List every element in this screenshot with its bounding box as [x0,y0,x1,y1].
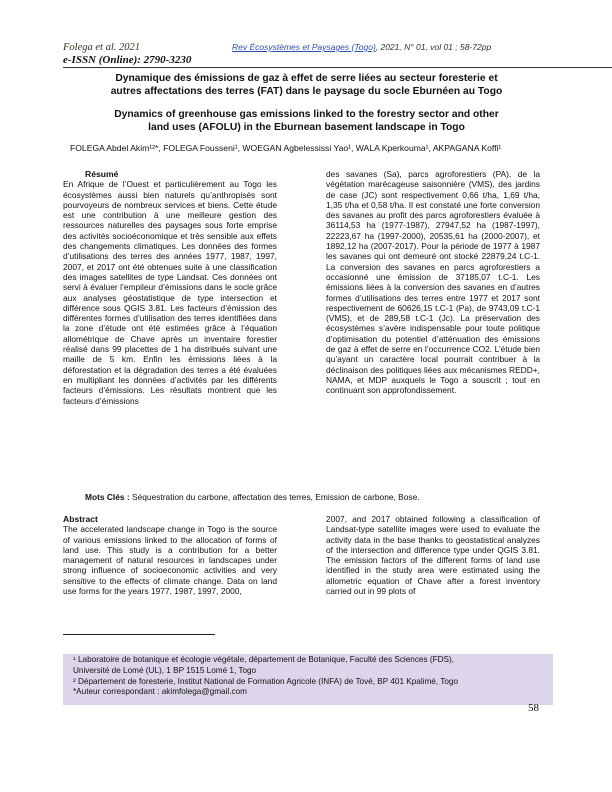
volume-info: , 2021, N° 01, vol 01 ; 58-72pp [375,42,492,52]
keywords [85,492,420,502]
keywords-label: Mots Clés : [85,492,130,502]
journal-link[interactable]: Rev Écosystèmes et Paysages (Togo) [232,42,376,52]
resume-heading: Résumé [85,169,119,179]
title-en-line2: land uses (AFOLU) in the Eburnean basement landscape in Togo [148,122,465,133]
resume-right-column [326,169,540,396]
keywords-text: Séquestration du carbone, affectation des terres, Emission de carbone, Bose. [129,492,420,502]
journal-reference [232,42,491,52]
journal-short: Folega et al. 2021 [63,42,140,53]
page-number: 58 [528,702,539,714]
header-rule [63,67,612,68]
footnote-3: *Auteur correspondant : akimfolega@gmail.com [73,687,247,697]
issn: e-ISSN (Online): 2790-3230 [63,54,192,66]
resume-left-column [63,169,277,406]
resume-text-right: des savanes (Sa), parcs agroforestiers (PA), de la végétation marécageuse saisonnière (VMS), des jardins de case (JC) sont respectivement 0,66 t/ha, 1,69 t/ha, 1,35 t/ha et 0,58 t/ha. Il est constaté une forte conversion des savanes au profit des parcs agroforestiers évaluée à 36114,53 ha (1977-1987), 27947,52 ha (1987-1997), 22223,67 ha (1997-2000), 20535,61 ha (2000-2007), et 1892,12 ha (2007-2017). Pour la période de 1977 à 1987 les savanes qui ont demeuré ont stocké 22879,24 t.C-1. La conversion des savanes en parcs agroforestiers a occasionné une émission de 37185,07 t.C-1. Les émissions liées à la conversion des savanes en d’autres formes d’utilisations des terres entre 1977 et 2017 sont respectivement de 60626,15 t.C-1 (Pa), de 9743,09 t.C-1 (VMS), et de 289,58 t.C-1 (Jc). La préservation des écosystèmes s’avère indispensable pour toute politique d’optimisation du potentiel d’atténuation des émissions de gaz à effet de serre en l’occurrence CO2. L’étude bien qu’ayant un caractère local pourrait contribuer à la déclinaison des politiques liées aux mécanismes REDD+, NAMA, et MDP auxquels le Togo a souscrit ; tout en continuant son approfondissement. [326,169,540,396]
title-fr [63,72,550,98]
footnote-1a: ¹ Laboratoire de botanique et écologie végétale, département de Botanique, Faculté des Sciences (FDS), [73,655,454,664]
abstract-right-column [326,514,540,596]
title-fr-line2: autres affectations des terres (FAT) dans le paysage du socle Eburnéen au Togo [110,86,503,97]
abstract-text-right: 2007, and 2017 obtained following a classification of Landsat-type satellite images were used to evaluate the activity data in the base thanks to geostatistical analyzes of the intersection and difference type under QGIS 3.81. The emission factors of the different forms of land use identified in the study area were estimated using the allometric equation of Chave after a forest inventory carried out in 99 plots of [326,514,540,597]
abstract-text-left: The accelerated landscape change in Togo is the source of various emissions linked to the allocation of forms of land use. This study is a contribution for a better management of natural resources in landscapes under strong influence of socioeconomic activities and very sensitive to the effects of climate change. Data on land use forms for the years 1977, 1987, 1997, 2000, [63,524,277,597]
authors: FOLEGA Abdel Akim¹²*, FOLEGA Fousseni¹, WOEGAN Agbelessissi Yao¹, WALA Kperkouma¹, AKPAGANA Koffi¹ [70,143,502,153]
footnotes [63,654,553,705]
abstract-heading: Abstract [63,514,98,524]
title-en [63,108,550,134]
title-en-line1: Dynamics of greenhouse gas emissions linked to the forestry sector and other [114,109,499,120]
abstract-left-column [63,514,277,596]
footnote-2: ² Département de foresterie, Institut National de Formation Agricole (INFA) de Tové, BP 401 Kpalimé, Togo [73,676,459,686]
title-fr-line1: Dynamique des émissions de gaz à effet de serre liées au secteur foresterie et [115,73,498,84]
footnote-separator [63,634,215,635]
footnote-1b: Université de Lomé (UL), 1 BP 1515 Lomé 1, Togo [73,665,257,675]
resume-text-left: En Afrique de l’Ouest et particulièrement au Togo les écosystèmes aussi bien naturels qu’anthropisés sont pourvoyeurs de nombreux services et biens. Cette étude est une contribution à une meilleure gestion des ressources naturelles des paysages sous forte emprise des activités socioéconomique et très sensible aux effets des changements climatiques. Les données des formes d’utilisations des terres des années 1977, 1987, 1997, 2007, et 2017 ont été obtenues suite à une classification des images satellites de type Landsat. Ces données ont servi à évaluer l’empileur d’émissions dans le socle grâce aux analyses géostatistique de type intersection et différence sous QGIS 3.81. Les facteurs d’émission des différentes formes d’utilisation des terres identifiées dans la zone d’étude ont été estimées grâce à l’équation allométrique de Chave après un inventaire forestier réalisé dans 99 placettes de 1 ha distribués suivant une maille de 5 km. Enfin les émissions liées à la déforestation et la dégradation des terres a été évaluées en multipliant les données d’activités par les différents facteurs d’émissions. Les résultats montrent que les facteurs d’émissions [63,179,277,406]
